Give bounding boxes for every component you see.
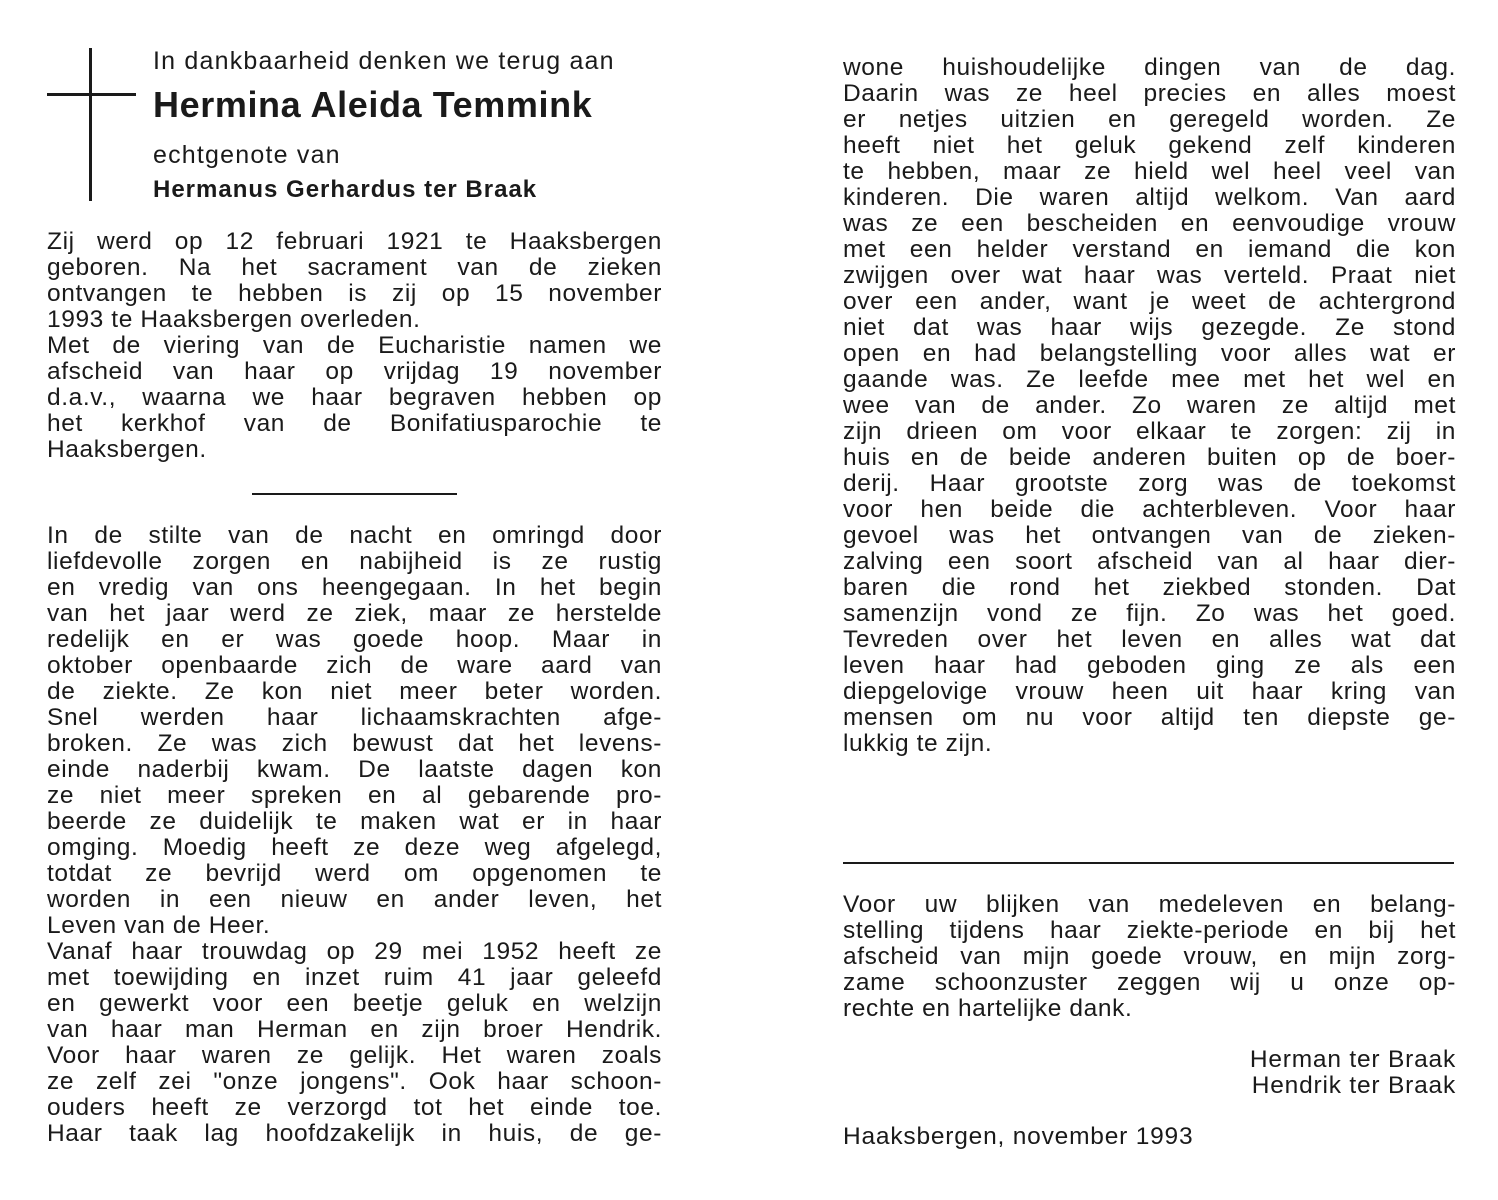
text-line: open en had belangstelling voor alles wat er — [843, 340, 1456, 367]
text-line: 1993 te Haaksbergen overleden. — [47, 306, 421, 333]
text-line: Daarin was ze heel precies en alles moest — [843, 80, 1456, 107]
text-line: stelling tijdens haar ziekte-periode en bij het — [843, 917, 1456, 944]
text-line: te hebben, maar ze hield wel heel veel van — [843, 158, 1456, 185]
text-line: Haar taak lag hoofdzakelijk in huis, de ge- — [47, 1120, 662, 1147]
text-line: gevoel was het ontvangen van de zieken- — [843, 522, 1456, 549]
text-line: Haaksbergen. — [47, 436, 207, 463]
text-line: totdat ze bevrijd werd om opgenomen te — [47, 860, 662, 887]
text-line: broken. Ze was zich bewust dat het levens- — [47, 730, 662, 757]
text-line: redelijk en er was goede hoop. Maar in — [47, 626, 662, 653]
text-line: Vanaf haar trouwdag op 29 mei 1952 heeft ze — [47, 938, 662, 965]
text-line: Voor uw blijken van medeleven en belang- — [843, 891, 1456, 918]
text-line: Leven van de Heer. — [47, 912, 271, 939]
story-continued — [843, 55, 1456, 757]
text-line: en gewerkt voor een beetje geluk en welzijn — [47, 990, 662, 1017]
place-date: Haaksbergen, november 1993 — [843, 1123, 1194, 1150]
story-paragraph — [47, 523, 662, 1147]
text-line: leven haar had geboden ging ze als een — [843, 652, 1456, 679]
signature-line: Herman ter Braak — [1249, 1046, 1456, 1073]
cross-icon — [89, 48, 92, 201]
text-line: worden in een nieuw en ander leven, het — [47, 886, 662, 913]
text-line: zijn drieen om voor elkaar te zorgen: zij in — [843, 418, 1456, 445]
deceased-name: Hermina Aleida Temmink — [153, 84, 593, 125]
text-line: einde naderbij kwam. De laatste dagen kon — [47, 756, 662, 783]
text-line: van het jaar werd ze ziek, maar ze herstelde — [47, 600, 662, 627]
text-line: mensen om nu voor altijd ten diepste ge- — [843, 704, 1456, 731]
text-line: wone huishoudelijke dingen van de dag. — [843, 54, 1456, 81]
spouse-label: echtgenote van — [153, 141, 341, 169]
text-line: ze niet meer spreken en al gebarende pro- — [47, 782, 662, 809]
text-line: wee van de ander. Zo waren ze altijd met — [843, 392, 1456, 419]
text-line: er netjes uitzien en geregeld worden. Ze — [843, 106, 1456, 133]
text-line: omging. Moedig heeft ze deze weg afgelegd, — [47, 834, 662, 861]
signatures — [1250, 1047, 1456, 1099]
text-line: Zij werd op 12 februari 1921 te Haaksbergen — [47, 228, 662, 255]
text-line: de ziekte. Ze kon niet meer beter worden. — [47, 678, 662, 705]
text-line: baren die rond het ziekbed stonden. Dat — [843, 574, 1456, 601]
text-line: en vredig van ons heengegaan. In het begin — [47, 574, 662, 601]
text-line: van haar man Herman en zijn broer Hendrik. — [47, 1016, 662, 1043]
text-line: rechte en hartelijke dank. — [843, 995, 1133, 1022]
text-line: kinderen. Die waren altijd welkom. Van aard — [843, 184, 1456, 211]
text-line: In de stilte van de nacht en omringd door — [47, 522, 662, 549]
text-line: liefdevolle zorgen en nabijheid is ze rustig — [47, 548, 662, 575]
text-line: huis en de beide anderen buiten op de boer- — [843, 444, 1456, 471]
text-line: zalving een soort afscheid van al haar dier- — [843, 548, 1456, 575]
text-line: diepgelovige vrouw heen uit haar kring van — [843, 678, 1456, 705]
text-line: ouders heeft ze verzorgd tot het einde toe. — [47, 1094, 662, 1121]
text-line: voor hen beide die achterbleven. Voor haar — [843, 496, 1456, 523]
thanks-paragraph — [843, 892, 1456, 1022]
text-line: heeft niet het geluk gekend zelf kinderen — [843, 132, 1456, 159]
divider — [843, 862, 1454, 864]
text-line: het kerkhof van de Bonifatiusparochie te — [47, 410, 662, 437]
intro-text: In dankbaarheid denken we terug aan — [153, 47, 615, 75]
text-line: niet dat was haar wijs gezegde. Ze stond — [843, 314, 1456, 341]
text-line: lukkig te zijn. — [843, 730, 993, 757]
text-line: met een helder verstand en iemand die kon — [843, 236, 1456, 263]
text-line: ontvangen te hebben is zij op 15 november — [47, 280, 662, 307]
text-line: ze zelf zei "onze jongens". Ook haar schoon- — [47, 1068, 662, 1095]
text-line: Voor haar waren ze gelijk. Het waren zoals — [47, 1042, 662, 1069]
text-line: Snel werden haar lichaamskrachten afge- — [47, 704, 662, 731]
text-line: Tevreden over het leven en alles wat dat — [843, 626, 1456, 653]
text-line: oktober openbaarde zich de ware aard van — [47, 652, 662, 679]
text-line: zwijgen over wat haar was verteld. Praat niet — [843, 262, 1456, 289]
bio-paragraph — [47, 229, 662, 463]
text-line: samenzijn vond ze fijn. Zo was het goed. — [843, 600, 1456, 627]
text-line: Met de viering van de Eucharistie namen we — [47, 332, 662, 359]
text-line: afscheid van mijn goede vrouw, en mijn zorg- — [843, 943, 1456, 970]
text-line: derij. Haar grootste zorg was de toekomst — [843, 470, 1456, 497]
text-line: d.a.v., waarna we haar begraven hebben op — [47, 384, 662, 411]
text-line: met toewijding en inzet ruim 41 jaar geleefd — [47, 964, 662, 991]
divider — [252, 493, 457, 495]
signature-line: Hendrik ter Braak — [1251, 1072, 1456, 1099]
text-line: zame schoonzuster zeggen wij u onze op- — [843, 969, 1456, 996]
text-line: gaande was. Ze leefde mee met het wel en — [843, 366, 1456, 393]
spouse-name: Hermanus Gerhardus ter Braak — [153, 176, 538, 203]
text-line: was ze een bescheiden en eenvoudige vrouw — [843, 210, 1456, 237]
text-line: over een ander, want je weet de achtergrond — [843, 288, 1456, 315]
text-line: afscheid van haar op vrijdag 19 november — [47, 358, 662, 385]
text-line: beerde ze duidelijk te maken wat er in haar — [47, 808, 662, 835]
text-line: geboren. Na het sacrament van de zieken — [47, 254, 662, 281]
cross-icon-bar — [47, 93, 136, 96]
